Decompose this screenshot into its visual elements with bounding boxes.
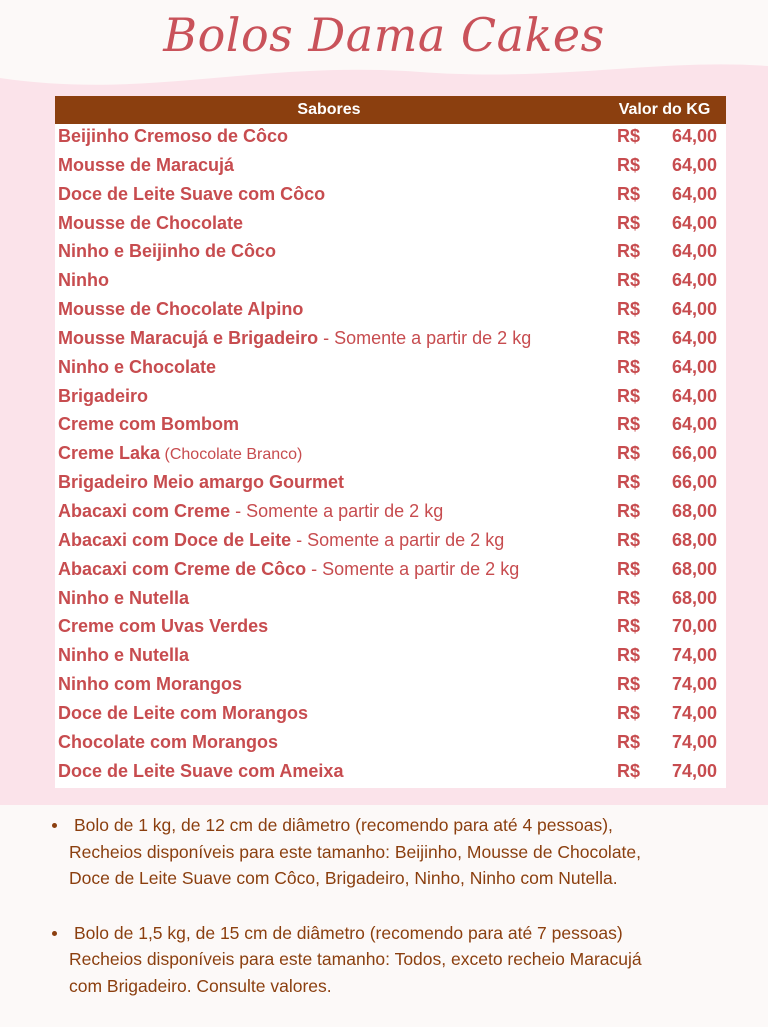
flavor-name (58, 645, 189, 666)
currency-symbol: R$ (617, 674, 641, 695)
currency-symbol: R$ (617, 414, 641, 435)
flavor-label: Creme Laka (58, 443, 161, 464)
flavor-name (58, 761, 343, 782)
bullet-icon (52, 823, 57, 828)
note-line: Doce de Leite Suave com Côco, Brigadeiro, Ninho, Ninho com Nutella. (69, 868, 618, 888)
currency-symbol: R$ (617, 356, 641, 377)
table-row (55, 759, 726, 788)
currency-symbol: R$ (617, 270, 641, 291)
flavor-name (58, 703, 308, 724)
flavor-name (58, 732, 278, 753)
flavor-label: Doce de Leite com Morangos (58, 702, 309, 723)
flavor-note: - Somente a partir de 2 kg (318, 327, 532, 348)
currency-symbol: R$ (617, 299, 641, 320)
flavor-label: Ninho e Nutella (58, 645, 190, 666)
header-price: Valor do KG (618, 101, 711, 118)
note-line: com Brigadeiro. Consulte valores. (69, 975, 332, 996)
flavor-label: Brigadeiro (58, 385, 149, 406)
currency-symbol: R$ (617, 154, 641, 175)
flavor-name (58, 472, 344, 493)
note-line: Bolo de 1,5 kg, de 15 cm de diâmetro (recomendo para até 7 pessoas) (74, 922, 623, 943)
flavor-name (58, 414, 239, 435)
flavor-name (58, 270, 109, 291)
table-row (55, 586, 726, 615)
note-item (50, 812, 750, 892)
note-item (50, 920, 750, 1000)
currency-symbol: R$ (617, 327, 641, 348)
table-row (55, 412, 726, 441)
flavor-label: Ninho e Chocolate (58, 356, 217, 377)
bullet-icon (52, 931, 57, 936)
flavor-label: Abacaxi com Creme (58, 500, 231, 521)
currency-symbol: R$ (617, 702, 641, 723)
note-line: Recheios disponíveis para este tamanho: Beijinho, Mousse de Chocolate, (69, 841, 642, 862)
currency-symbol: R$ (617, 558, 641, 579)
price-value: 64,00 (671, 414, 717, 435)
price-value: 74,00 (671, 760, 717, 781)
flavor-name (58, 357, 216, 378)
flavor-label: Ninho e Beijinho de Côco (58, 241, 277, 262)
currency-symbol: R$ (617, 212, 641, 233)
table-row (55, 470, 726, 499)
flavor-label: Abacaxi com Creme de Côco (58, 558, 307, 579)
flavor-label: Beijinho Cremoso de Côco (58, 126, 289, 146)
table-row (55, 124, 726, 153)
currency-symbol: R$ (617, 126, 641, 146)
flavor-name (58, 559, 519, 580)
flavor-label: Ninho (58, 270, 109, 291)
table-row (55, 557, 726, 586)
flavor-note: - Somente a partir de 2 kg (230, 500, 444, 521)
table-row (55, 297, 726, 326)
flavor-name (58, 184, 325, 205)
price-value: 66,00 (671, 472, 717, 493)
price-value: 64,00 (671, 154, 717, 175)
table-row (55, 614, 726, 643)
price-value: 64,00 (671, 212, 717, 233)
price-value: 64,00 (671, 327, 717, 348)
table-row (55, 672, 726, 701)
currency-symbol: R$ (617, 385, 641, 406)
table-row (55, 730, 726, 759)
currency-symbol: R$ (617, 472, 641, 493)
price-value: 64,00 (671, 241, 717, 262)
flavor-note: (Chocolate Branco) (160, 446, 303, 464)
flavor-label: Mousse de Chocolate Alpino (58, 299, 304, 320)
note-line: Recheios disponíveis para este tamanho: Todos, exceto recheio Maracujá (69, 949, 642, 969)
flavor-label: Creme com Bombom (58, 414, 240, 435)
flavor-name (58, 674, 242, 695)
price-value: 74,00 (671, 702, 717, 723)
table-row (55, 499, 726, 528)
flavor-label: Abacaxi com Doce de Leite (58, 529, 292, 550)
currency-symbol: R$ (617, 529, 641, 550)
table-row (55, 239, 726, 268)
flavor-label: Mousse de Chocolate (58, 212, 244, 233)
price-value: 64,00 (671, 385, 717, 406)
price-value: 64,00 (671, 356, 717, 377)
flavor-name (58, 213, 243, 234)
table-header (55, 96, 726, 124)
page-title: Bolos Dama Cakes (163, 8, 605, 62)
flavor-name (58, 126, 288, 147)
flavor-label: Ninho e Nutella (58, 587, 190, 608)
flavor-label: Brigadeiro Meio amargo Gourmet (58, 472, 345, 493)
flavor-label: Creme com Uvas Verdes (58, 616, 269, 637)
flavor-name (58, 501, 443, 522)
table-row (55, 153, 726, 182)
price-value: 68,00 (671, 529, 717, 550)
price-value: 74,00 (671, 645, 717, 666)
price-value: 74,00 (671, 674, 717, 695)
currency-symbol: R$ (617, 731, 641, 752)
price-value: 70,00 (671, 616, 717, 637)
table-row (55, 701, 726, 730)
flavor-name (58, 328, 531, 349)
flavor-name (58, 155, 234, 176)
price-value: 64,00 (671, 126, 717, 146)
currency-symbol: R$ (617, 645, 641, 666)
price-value: 66,00 (671, 443, 717, 464)
price-table (55, 96, 726, 788)
currency-symbol: R$ (617, 443, 641, 464)
flavor-label: Doce de Leite Suave com Côco (58, 183, 326, 204)
flavor-name (58, 588, 189, 609)
table-row (55, 384, 726, 413)
currency-symbol: R$ (617, 760, 641, 781)
flavor-name (58, 530, 504, 551)
currency-symbol: R$ (617, 616, 641, 637)
flavor-name (58, 386, 148, 407)
note-line: Bolo de 1 kg, de 12 cm de diâmetro (recomendo para até 4 pessoas), (74, 815, 613, 835)
currency-symbol: R$ (617, 241, 641, 262)
flavor-name (58, 299, 303, 320)
currency-symbol: R$ (617, 500, 641, 521)
price-value: 68,00 (671, 558, 717, 579)
price-value: 74,00 (671, 731, 717, 752)
flavor-label: Mousse de Maracujá (58, 154, 235, 175)
flavor-label: Chocolate com Morangos (58, 731, 279, 752)
currency-symbol: R$ (617, 587, 641, 608)
flavor-name (58, 616, 268, 637)
flavor-label: Doce de Leite Suave com Ameixa (58, 760, 344, 781)
price-value: 68,00 (671, 500, 717, 521)
price-value: 64,00 (671, 299, 717, 320)
header-flavors: Sabores (297, 101, 361, 118)
table-row (55, 268, 726, 297)
price-value: 68,00 (671, 587, 717, 608)
currency-symbol: R$ (617, 183, 641, 204)
flavor-label: Mousse Maracujá e Brigadeiro (58, 327, 319, 348)
price-value: 64,00 (671, 183, 717, 204)
table-row (55, 643, 726, 672)
flavor-label: Ninho com Morangos (58, 674, 242, 695)
table-row (55, 441, 726, 470)
table-row (55, 326, 726, 355)
flavor-note: - Somente a partir de 2 kg (306, 558, 520, 579)
table-row (55, 211, 726, 240)
table-row (55, 182, 726, 211)
table-row (55, 355, 726, 384)
flavor-name (58, 443, 302, 464)
notes-list (50, 812, 750, 1027)
price-value: 64,00 (671, 270, 717, 291)
table-body (55, 124, 726, 787)
table-row (55, 528, 726, 557)
flavor-note: - Somente a partir de 2 kg (291, 529, 505, 550)
flavor-name (58, 241, 276, 262)
